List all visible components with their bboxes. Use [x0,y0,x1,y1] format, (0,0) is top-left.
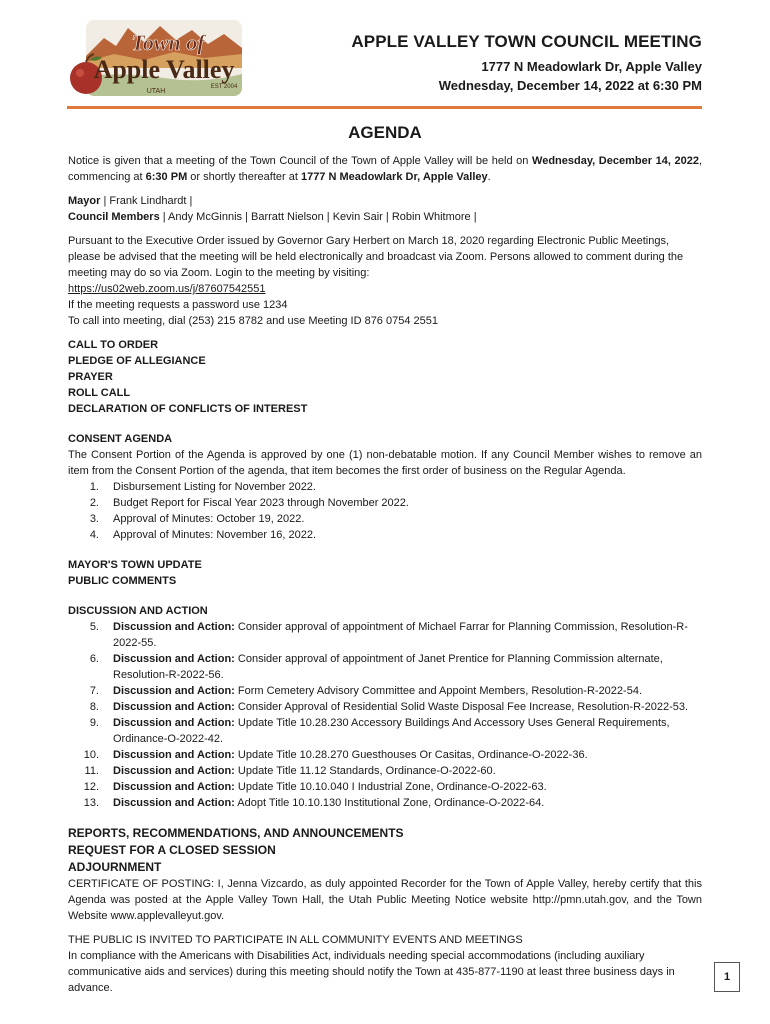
svg-text:UTAH: UTAH [146,88,166,95]
agenda-body [68,153,702,996]
list-item: 8. Discussion and Action: Consider Approval of Residential Solid Waste Disposal Fee Increase, Resolution-R-2022-53. [89,701,689,713]
consent-list [68,479,702,543]
zoom-instructions: Pursuant to the Executive Order issued by Governor Gary Herbert on March 18, 2020 regarding Electronic Public Meetings, please be advised that the meeting will be held electronically and broadcast via Zoom. Persons allowed to comment during the meeting may do so via Zoom. Login to the meeting by visiting: [68,235,684,279]
list-item: 9. Discussion and Action: Update Title 10.28.230 Accessory Buildings And Accessory Uses General Requirements, Ordinance-O-2022-42. [89,717,670,745]
heading-public-comments: PUBLIC COMMENTS [68,575,177,587]
officials-block [68,193,702,225]
heading-roll-call: ROLL CALL [68,387,131,399]
notice-paragraph: Notice is given that a meeting of the Town Council of the Town of Apple Valley will be held on Wednesday, December 14, 2022, commencing at 6:30 PM or shortly thereafter at 1777 N Meadowlark Dr, Apple Valley. [68,155,703,183]
opening-items [68,337,702,417]
updates-section [68,557,702,589]
discussion-heading: DISCUSSION AND ACTION [68,605,208,617]
list-item: 12. Discussion and Action: Update Title 10.10.040 I Industrial Zone, Ordinance-O-2022-63. [83,781,547,793]
agenda-title: AGENDA [348,123,422,142]
public-notice [68,932,702,996]
heading-pledge: PLEDGE OF ALLEGIANCE [68,355,206,367]
closing-items [68,825,702,876]
list-item: 6. Discussion and Action: Consider approval of appointment of Janet Prentice for Planning Commission alternate, Resolution-R-2022-56. [89,653,663,681]
mayor-line: Mayor | Frank Lindhardt | [68,195,193,207]
council-line: Council Members | Andy McGinnis | Barratt Nielson | Kevin Sair | Robin Whitmore | [68,211,477,223]
heading-reports: REPORTS, RECOMMENDATIONS, AND ANNOUNCEMENTS [68,826,404,840]
header-divider [67,106,702,109]
zoom-password: If the meeting requests a password use 1234 [68,299,288,311]
discussion-section [68,603,702,811]
ada-notice: In compliance with the Americans with Disabilities Act, individuals needing special accommodations (including auxiliary communicative aids and services) during this meeting should notify the Town at 435-877-1190 at least three business days in advance. [68,950,675,994]
heading-mayor-update: MAYOR'S TOWN UPDATE [68,559,202,571]
list-item: 13. Discussion and Action: Adopt Title 10.10.130 Institutional Zone, Ordinance-O-2022-64. [83,797,545,809]
consent-text: The Consent Portion of the Agenda is approved by one (1) non-debatable motion. If any Council Member wishes to remove an item from the Consent Portion of the agenda, that item becomes the first order of business on the Regular Agenda. [68,449,702,477]
zoom-link[interactable]: https://us02web.zoom.us/j/87607542551 [68,283,266,295]
heading-conflicts: DECLARATION OF CONFLICTS OF INTEREST [68,403,308,415]
meeting-address: 1777 N Meadowlark Dr, Apple Valley [481,59,702,74]
meeting-title: APPLE VALLEY TOWN COUNCIL MEETING [351,32,702,51]
list-item: 1. Disbursement Listing for November 2022. [89,481,316,493]
heading-call-to-order: CALL TO ORDER [68,339,159,351]
list-item: 7. Discussion and Action: Form Cemetery Advisory Committee and Appoint Members, Resolution-R-2022-54. [89,685,642,697]
svg-text:Apple Valley: Apple Valley [93,55,235,84]
consent-heading: CONSENT AGENDA [68,433,173,445]
heading-closed-session: REQUEST FOR A CLOSED SESSION [68,843,276,857]
heading-adjournment: ADJOURNMENT [68,860,162,874]
certificate-of-posting: CERTIFICATE OF POSTING: I, Jenna Vizcardo, as duly appointed Recorder for the Town of Apple Valley, hereby certify that this Agenda was posted at the Apple Valley Town Hall, the Utah Public Meeting Notice website http://pmn.utah.gov, and the Town Website www.applevalleyut.gov. [68,878,702,922]
consent-section [68,431,702,543]
heading-prayer: PRAYER [68,371,113,383]
town-logo [64,16,246,102]
list-item: 4. Approval of Minutes: November 16, 2022. [89,529,317,541]
page-number: 1 [714,962,740,992]
zoom-block [68,233,702,329]
list-item: 11. Discussion and Action: Update Title 11.12 Standards, Ordinance-O-2022-60. [84,765,496,777]
public-heading: THE PUBLIC IS INVITED TO PARTICIPATE IN ALL COMMUNITY EVENTS AND MEETINGS [68,934,523,946]
svg-text:EST 2004: EST 2004 [210,84,238,90]
svg-text:Town of: Town of [131,30,205,55]
meeting-header [351,32,702,93]
list-item: 2. Budget Report for Fiscal Year 2023 through November 2022. [89,497,409,509]
discussion-list [68,619,702,811]
zoom-dial: To call into meeting, dial (253) 215 8782 and use Meeting ID 876 0754 2551 [68,315,438,327]
meeting-datetime: Wednesday, December 14, 2022 at 6:30 PM [438,78,702,93]
list-item: 3. Approval of Minutes: October 19, 2022. [89,513,305,525]
list-item: 10. Discussion and Action: Update Title 10.28.270 Guesthouses Or Casitas, Ordinance-O-2022-36. [83,749,588,761]
list-item: 5. Discussion and Action: Consider approval of appointment of Michael Farrar for Planning Commission, Resolution-R-2022-55. [89,621,688,649]
